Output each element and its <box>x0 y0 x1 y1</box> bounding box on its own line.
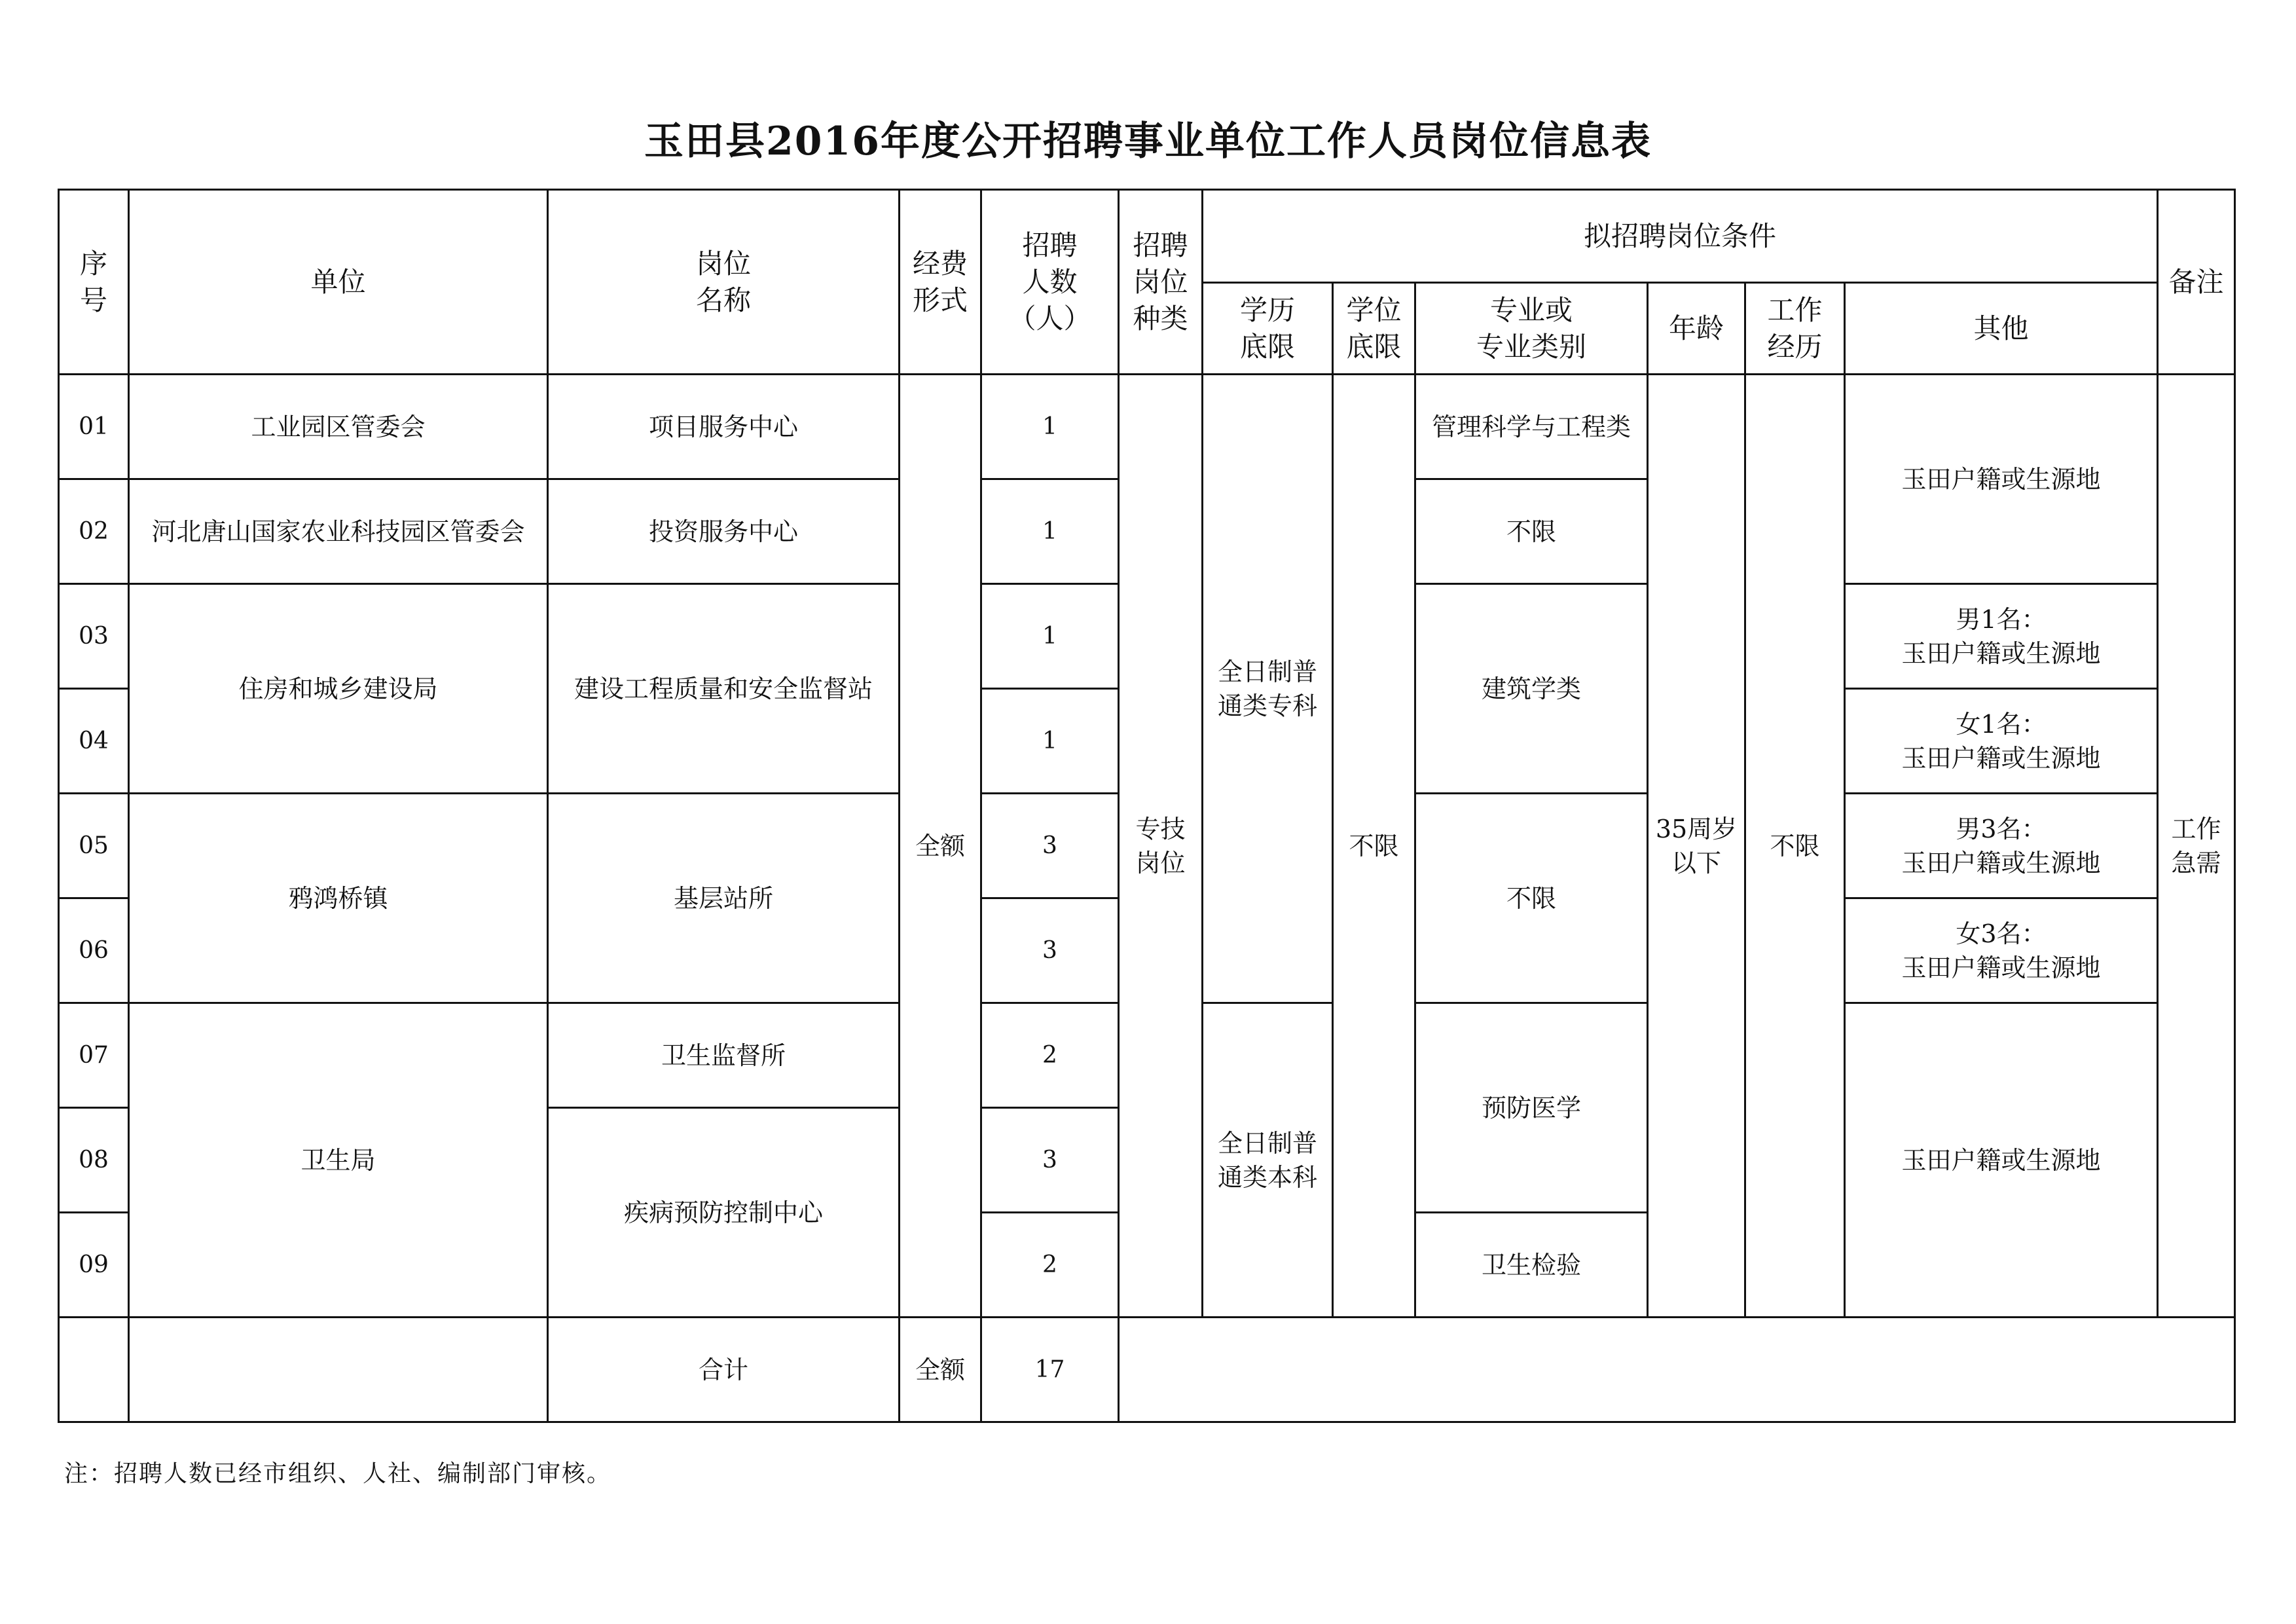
table-row <box>59 375 2235 479</box>
post-name-cell: 项目服务中心 <box>548 375 900 479</box>
header-row-1 <box>59 190 2235 283</box>
header-major: 专业或 专业类别 <box>1415 283 1648 375</box>
other-cell: 女3名： 玉田户籍或生源地 <box>1845 898 2158 1003</box>
total-count: 17 <box>981 1318 1119 1422</box>
row-seq: 06 <box>59 898 129 1003</box>
major-cell: 不限 <box>1415 479 1648 584</box>
count-cell: 1 <box>981 689 1119 794</box>
unit-cell: 工业园区管委会 <box>129 375 548 479</box>
count-cell: 3 <box>981 794 1119 898</box>
header-degree: 学位 底限 <box>1333 283 1415 375</box>
post-name-cell: 卫生监督所 <box>548 1003 900 1108</box>
count-cell: 2 <box>981 1003 1119 1108</box>
total-unit-empty <box>129 1318 548 1422</box>
post-name-cell: 基层站所 <box>548 794 900 1003</box>
count-cell: 3 <box>981 1108 1119 1213</box>
total-label: 合计 <box>548 1318 900 1422</box>
header-post-name: 岗位 名称 <box>548 190 900 375</box>
other-cell: 玉田户籍或生源地 <box>1845 375 2158 584</box>
other-cell: 男1名： 玉田户籍或生源地 <box>1845 584 2158 689</box>
other-cell: 女1名： 玉田户籍或生源地 <box>1845 689 2158 794</box>
row-seq: 03 <box>59 584 129 689</box>
header-experience: 工作 经历 <box>1745 283 1845 375</box>
count-cell: 2 <box>981 1213 1119 1318</box>
header-unit: 单位 <box>129 190 548 375</box>
header-age: 年龄 <box>1648 283 1745 375</box>
count-cell: 3 <box>981 898 1119 1003</box>
row-seq: 02 <box>59 479 129 584</box>
major-cell: 不限 <box>1415 794 1648 1003</box>
post-name-cell: 投资服务中心 <box>548 479 900 584</box>
count-cell: 1 <box>981 479 1119 584</box>
experience-cell: 不限 <box>1745 375 1845 1318</box>
page-title: 玉田县2016年度公开招聘事业单位工作人员岗位信息表 <box>644 119 1652 164</box>
post-type-cell: 专技 岗位 <box>1119 375 1203 1318</box>
footnote: 注：招聘人数已经市组织、人社、编制部门审核。 <box>64 1460 612 1487</box>
education-cell: 全日制普 通类专科 <box>1203 375 1333 1003</box>
header-seq: 序 号 <box>59 190 129 375</box>
other-cell: 男3名： 玉田户籍或生源地 <box>1845 794 2158 898</box>
header-remark: 备注 <box>2158 190 2235 375</box>
unit-cell: 住房和城乡建设局 <box>129 584 548 794</box>
row-seq: 09 <box>59 1213 129 1318</box>
header-other: 其他 <box>1845 283 2158 375</box>
major-cell: 卫生检验 <box>1415 1213 1648 1318</box>
row-seq: 08 <box>59 1108 129 1213</box>
post-name-cell: 疾病预防控制中心 <box>548 1108 900 1318</box>
header-funding: 经费 形式 <box>900 190 981 375</box>
major-cell: 管理科学与工程类 <box>1415 375 1648 479</box>
total-row <box>59 1318 2235 1422</box>
total-funding: 全额 <box>900 1318 981 1422</box>
count-cell: 1 <box>981 375 1119 479</box>
other-cell: 玉田户籍或生源地 <box>1845 1003 2158 1318</box>
row-seq: 07 <box>59 1003 129 1108</box>
header-post-type: 招聘 岗位 种类 <box>1119 190 1203 375</box>
count-cell: 1 <box>981 584 1119 689</box>
total-seq-empty <box>59 1318 129 1422</box>
post-name-cell: 建设工程质量和安全监督站 <box>548 584 900 794</box>
row-seq: 01 <box>59 375 129 479</box>
degree-cell: 不限 <box>1333 375 1415 1318</box>
header-education: 学历 底限 <box>1203 283 1333 375</box>
row-seq: 05 <box>59 794 129 898</box>
total-empty-span <box>1119 1318 2235 1422</box>
education-cell: 全日制普 通类本科 <box>1203 1003 1333 1318</box>
header-conditions: 拟招聘岗位条件 <box>1203 190 2158 283</box>
row-seq: 04 <box>59 689 129 794</box>
positions-table <box>58 189 2236 1423</box>
unit-cell: 鸦鸿桥镇 <box>129 794 548 1003</box>
age-cell: 35周岁 以下 <box>1648 375 1745 1318</box>
unit-cell: 卫生局 <box>129 1003 548 1318</box>
unit-cell: 河北唐山国家农业科技园区管委会 <box>129 479 548 584</box>
major-cell: 建筑学类 <box>1415 584 1648 794</box>
header-count: 招聘 人数 （人） <box>981 190 1119 375</box>
major-cell: 预防医学 <box>1415 1003 1648 1213</box>
remark-cell: 工作 急需 <box>2158 375 2235 1318</box>
funding-cell: 全额 <box>900 375 981 1318</box>
